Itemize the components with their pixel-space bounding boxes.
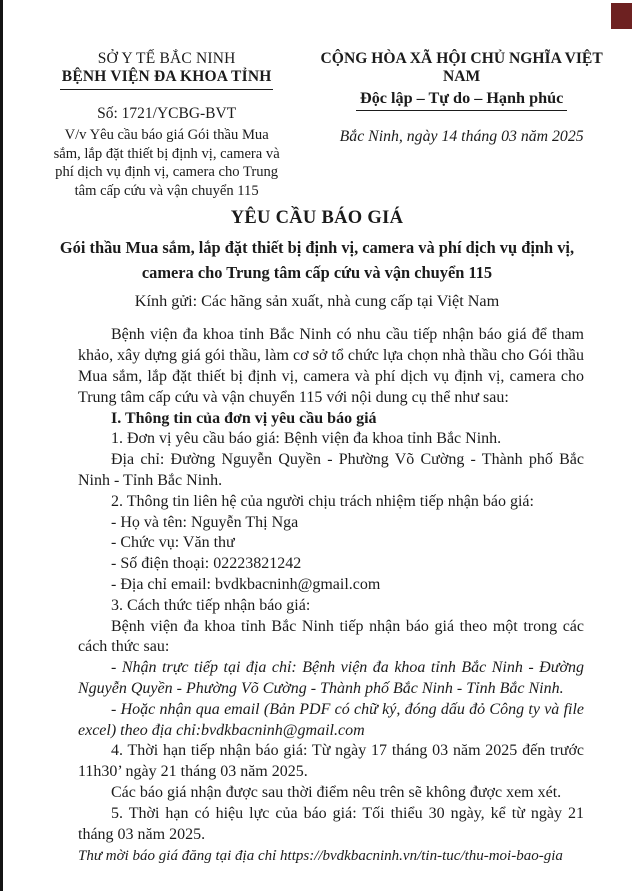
body-paragraph: - Số điện thoại: 02223821242 bbox=[111, 555, 302, 573]
body-paragraphs bbox=[78, 325, 584, 845]
issuing-org-block bbox=[28, 50, 305, 200]
body-paragraph: - Nhận trực tiếp tại địa chỉ: Bệnh viện đa khoa tỉnh Bắc Ninh - Đường Nguyễn Quyền - Phường Võ Cường - Thành phố Bắc Ninh - Tỉnh Bắc Ninh. bbox=[78, 659, 584, 697]
scan-left-border bbox=[0, 0, 3, 891]
body-paragraph: - Địa chỉ email: bvdkbacninh@gmail.com bbox=[111, 575, 381, 593]
body-paragraph: - Họ và tên: Nguyễn Thị Nga bbox=[111, 513, 299, 531]
document-number: Số: 1721/YCBG-BVT bbox=[97, 105, 237, 122]
parent-department: SỞ Y TẾ BẮC NINH bbox=[97, 50, 236, 67]
body-paragraph: - Hoặc nhận qua email (Bản PDF có chữ ký, đóng dấu đỏ Công ty và file excel) theo địa chỉ:bvdkbacninh@gmail.com bbox=[78, 700, 584, 739]
document-title: YÊU CẦU BÁO GIÁ bbox=[230, 208, 404, 229]
national-header-block bbox=[305, 50, 618, 200]
body-paragraph: 5. Thời hạn có hiệu lực của báo giá: Tối thiểu 30 ngày, kể từ ngày 21 tháng 03 năm 2025. bbox=[78, 804, 584, 843]
document-subject: V/v Yêu cầu báo giá Gói thầu Mua sắm, lắp đặt thiết bị định vị, camera và phí dịch vụ định vị, camera cho Trung tâm cấp cứu và vận chuyển 115 bbox=[53, 127, 280, 199]
body-paragraph: - Chức vụ: Văn thư bbox=[111, 534, 235, 552]
body-paragraph: 4. Thời hạn tiếp nhận báo giá: Từ ngày 17 tháng 03 năm 2025 đến trước 11h30’ ngày 21 tháng 03 năm 2025. bbox=[78, 742, 584, 781]
document-header bbox=[0, 0, 634, 200]
body-paragraph: 1. Đơn vị yêu cầu báo giá: Bệnh viện đa khoa tỉnh Bắc Ninh. bbox=[111, 430, 502, 448]
footer-note: Thư mời báo giá đăng tại địa chỉ https://bvdkbacninh.vn/tin-tuc/thu-moi-bao-gia bbox=[78, 848, 563, 865]
place-and-date: Bắc Ninh, ngày 14 tháng 03 năm 2025 bbox=[339, 128, 584, 145]
national-motto: Độc lập – Tự do – Hạnh phúc bbox=[356, 89, 567, 111]
body-paragraph: I. Thông tin của đơn vị yêu cầu báo giá bbox=[111, 409, 377, 427]
body-paragraph: Địa chỉ: Đường Nguyễn Quyền - Phường Võ Cường - Thành phố Bắc Ninh - Tỉnh Bắc Ninh. bbox=[78, 451, 584, 489]
body-paragraph: Các báo giá nhận được sau thời điểm nêu trên sẽ không được xem xét. bbox=[111, 783, 562, 801]
body-paragraph: Bệnh viện đa khoa tỉnh Bắc Ninh có nhu cầu tiếp nhận báo giá để tham khảo, xây dựng giá gói thầu, làm cơ sở tổ chức lựa chọn nhà thầu cho Gói thầu Mua sắm, lắp đặt thiết bị định vị, camera và phí dịch vụ định vị, camera cho Trung tâm cấp cứu và vận chuyển 115 với nội dung cụ thể như sau: bbox=[78, 326, 584, 406]
body-paragraph: Bệnh viện đa khoa tỉnh Bắc Ninh tiếp nhận báo giá theo một trong các cách thức sau: bbox=[78, 617, 584, 656]
organization-name: BỆNH VIỆN ĐA KHOA TỈNH bbox=[60, 68, 274, 90]
body-paragraph: 3. Cách thức tiếp nhận báo giá: bbox=[111, 596, 311, 614]
body-paragraph: 2. Thông tin liên hệ của người chịu trách nhiệm tiếp nhận báo giá: bbox=[111, 492, 534, 510]
package-title: Gói thầu Mua sắm, lắp đặt thiết bị định vị, camera và phí dịch vụ định vị, camera cho Trung tâm cấp cứu và vận chuyển 115 bbox=[59, 238, 575, 283]
title-block bbox=[0, 208, 634, 311]
salutation-line: Kính gửi: Các hãng sản xuất, nhà cung cấp tại Việt Nam bbox=[134, 292, 500, 311]
scan-corner-mark bbox=[611, 3, 632, 29]
national-title: CỘNG HÒA XÃ HỘI CHỦ NGHĨA VIỆT NAM bbox=[320, 50, 603, 85]
